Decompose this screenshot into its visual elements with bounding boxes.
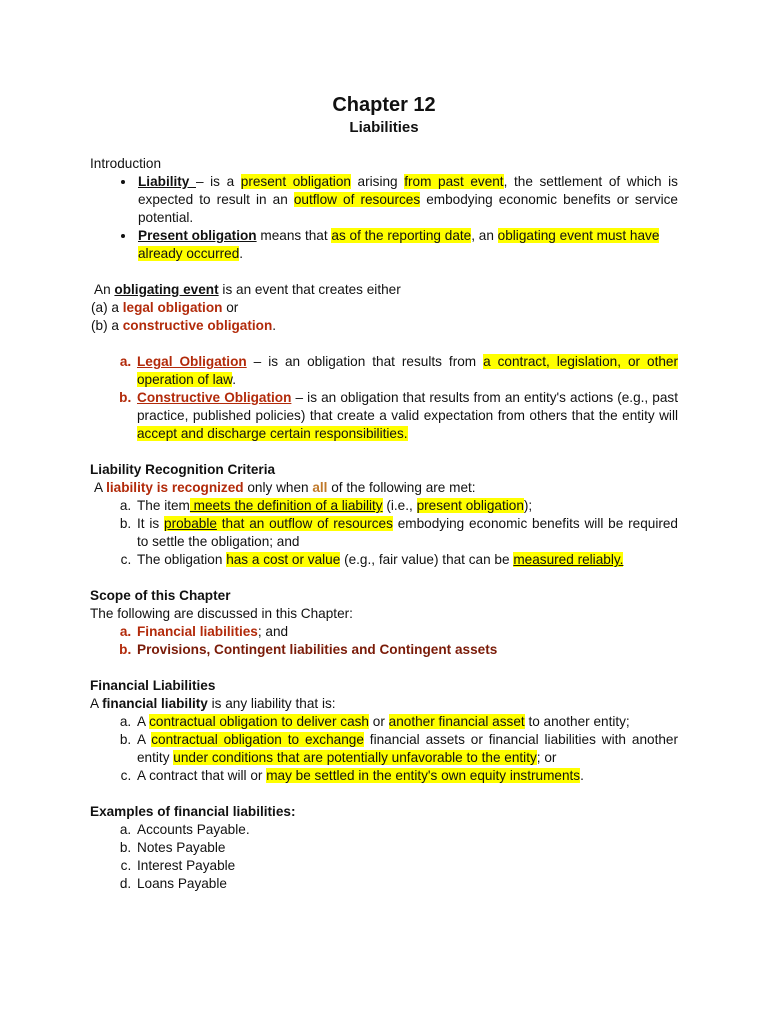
criterion-c: c. The obligation has a cost or value (e.g., fair value) that can be measured reliably. [135, 551, 678, 569]
financial-item-b: b. A contractual obligation to exchange financial assets or financial liabilities with another entity under conditions that are potentially unfavorable to the entity; or [135, 731, 678, 767]
example-item: d. Loans Payable [135, 875, 678, 893]
recognition-criteria-list [90, 497, 678, 569]
liability-definition: • Liability – is a present obligation arising from past event, the settlement of which is expected to result in an outflow of resources embodying economic benefits or service potential. [136, 173, 678, 227]
scope-heading: Scope of this Chapter [90, 588, 231, 603]
examples-heading: Examples of financial liabilities: [90, 804, 296, 819]
scope-item-b: b. Provisions, Contingent liabilities and Contingent assets [135, 641, 678, 659]
criterion-b: b. It is probable that an outflow of resources embodying economic benefits will be required to settle the obligation; and [135, 515, 678, 551]
chapter-subtitle: Liabilities [349, 119, 419, 136]
intro-heading: Introduction [90, 156, 162, 171]
recognition-heading: Liability Recognition Criteria [90, 462, 276, 477]
document-body [90, 92, 678, 893]
financial-item-a: a. A contractual obligation to deliver cash or another financial asset to another entity; [135, 713, 678, 731]
present-obligation-definition: • Present obligation means that as of the reporting date, an obligating event must have already occurred. [136, 227, 678, 263]
scope-list [90, 623, 678, 659]
obligating-event-paragraph: An obligating event is an event that creates either [94, 282, 401, 297]
financial-heading: Financial Liabilities [90, 678, 216, 693]
obligation-types-list [90, 353, 678, 443]
constructive-obligation-definition: b. Constructive Obligation – is an obligation that results from an entity's actions (e.g., past practice, published policies) that create a valid expectation from others that the entity will accept and discharge certain responsibilities. [135, 389, 678, 443]
examples-list [90, 821, 678, 893]
constructive-obligation-line: (b) a constructive obligation. [91, 318, 277, 333]
financial-item-c: c. A contract that will or may be settled in the entity's own equity instruments. [135, 767, 678, 785]
scope-intro: The following are discussed in this Chapter: [90, 606, 353, 621]
recognition-intro: A liability is recognized only when all of the following are met: [94, 480, 476, 495]
chapter-title: Chapter 12 [332, 94, 436, 116]
financial-definition: A financial liability is any liability that is: [90, 696, 336, 711]
scope-item-a: a. Financial liabilities; and [135, 623, 678, 641]
criterion-a: a. The item meets the definition of a liability (i.e., present obligation); [135, 497, 678, 515]
example-item: b. Notes Payable [135, 839, 678, 857]
legal-obligation-line: (a) a legal obligation or [91, 300, 239, 315]
financial-liability-list [90, 713, 678, 785]
example-item: c. Interest Payable [135, 857, 678, 875]
legal-obligation-definition: a. Legal Obligation – is an obligation that results from a contract, legislation, or other operation of law. [135, 353, 678, 389]
example-item: a. Accounts Payable. [135, 821, 678, 839]
intro-list [90, 173, 678, 263]
